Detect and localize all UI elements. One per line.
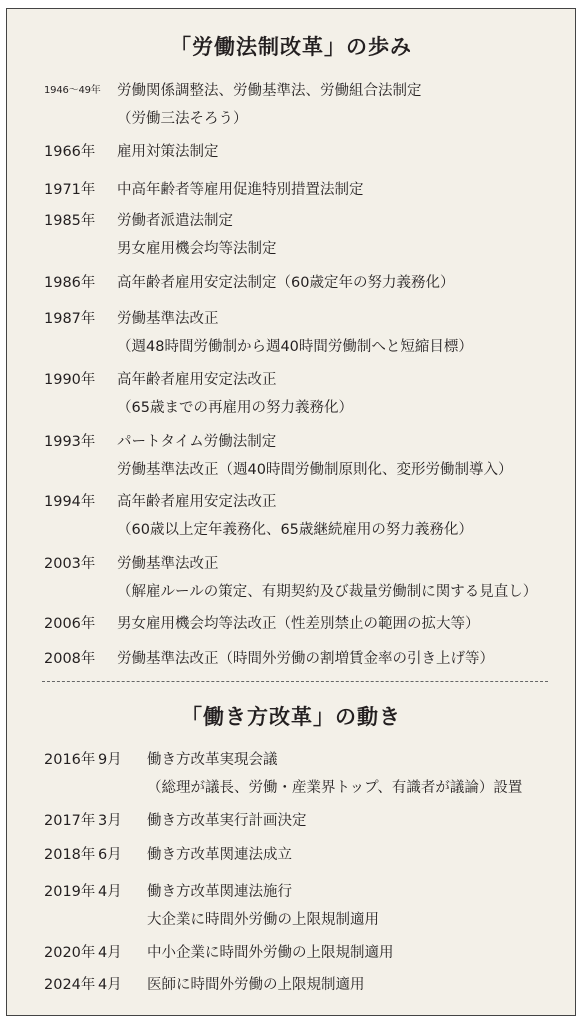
entry-month: 9月 — [98, 752, 122, 768]
entry-year: 1986年 — [44, 275, 96, 291]
entry-text: 労働基準法改正（時間外労働の割増賃金率の引き上げ等） — [117, 651, 494, 667]
entry-year: 2018年 — [44, 847, 96, 863]
entry-text: 男女雇用機会均等法制定 — [117, 241, 277, 257]
entry-text: （労働三法そろう） — [117, 111, 248, 127]
entry-text: （週48時間労働制から週40時間労働制へと短縮目標） — [117, 339, 473, 355]
entry-year: 2024年 — [44, 977, 96, 993]
entry-year: 1987年 — [44, 311, 96, 327]
entry-year: 2016年 — [44, 752, 96, 768]
entry-year: 1985年 — [44, 213, 96, 229]
entry-year: 2003年 — [44, 556, 96, 572]
entry-year: 1966年 — [44, 144, 96, 160]
entry-text: パートタイム労働法制定 — [117, 434, 277, 450]
entry-year: 2017年 — [44, 813, 96, 829]
entry-month: 4月 — [98, 945, 122, 961]
entry-year: 2019年 — [44, 884, 96, 900]
entry-year: 1946〜49年 — [44, 85, 101, 96]
entry-text: 男女雇用機会均等法改正（性差別禁止の範囲の拡大等） — [117, 616, 480, 632]
entry-text: 高年齢者雇用安定法改正 — [117, 372, 277, 388]
entry-text: 労働基準法改正（週40時間労働制原則化、変形労働制導入） — [117, 462, 513, 478]
entry-text: 働き方改革関連法施行 — [147, 884, 292, 900]
entry-text: 労働者派遣法制定 — [117, 213, 233, 229]
entry-text: 雇用対策法制定 — [117, 144, 219, 160]
entry-month: 6月 — [98, 847, 122, 863]
entry-text: 医師に時間外労働の上限規制適用 — [147, 977, 365, 993]
entry-month: 3月 — [98, 813, 122, 829]
entry-text: 高年齢者雇用安定法改正 — [117, 494, 277, 510]
entry-text: （総理が議長、労働・産業界トップ、有識者が議論）設置 — [147, 780, 523, 796]
entry-text: （60歳以上定年義務化、65歳継続雇用の努力義務化） — [117, 522, 473, 538]
entry-text: 労働基準法改正 — [117, 556, 219, 572]
entry-month: 4月 — [98, 884, 122, 900]
section-title-work-style-reform: 「働き方改革」の動き — [181, 704, 401, 729]
entry-text: 中高年齢者等雇用促進特別措置法制定 — [117, 182, 364, 198]
entry-year: 2008年 — [44, 651, 96, 667]
entry-text: 労働基準法改正 — [117, 311, 219, 327]
entry-year: 2006年 — [44, 616, 96, 632]
entry-text: （65歳までの再雇用の努力義務化） — [117, 400, 353, 416]
section-title-labor-law-reform: 「労働法制改革」の歩み — [170, 34, 412, 59]
entry-text: 労働関係調整法、労働基準法、労働組合法制定 — [117, 83, 422, 99]
entry-text: 中小企業に時間外労働の上限規制適用 — [147, 945, 394, 961]
entry-year: 1994年 — [44, 494, 96, 510]
entry-year: 1990年 — [44, 372, 96, 388]
entry-month: 4月 — [98, 977, 122, 993]
entry-text: 働き方改革関連法成立 — [147, 847, 292, 863]
entry-year: 1993年 — [44, 434, 96, 450]
entry-year: 1971年 — [44, 182, 96, 198]
entry-text: 働き方改革実現会議 — [147, 752, 278, 768]
entry-text: 大企業に時間外労働の上限規制適用 — [147, 912, 379, 928]
section-divider — [42, 681, 548, 682]
timeline-panel — [6, 8, 576, 1016]
entry-text: 高年齢者雇用安定法制定（60歳定年の努力義務化） — [117, 275, 455, 291]
entry-text: （解雇ルールの策定、有期契約及び裁量労働制に関する見直し） — [117, 584, 538, 600]
entry-year: 2020年 — [44, 945, 96, 961]
entry-text: 働き方改革実行計画決定 — [147, 813, 307, 829]
